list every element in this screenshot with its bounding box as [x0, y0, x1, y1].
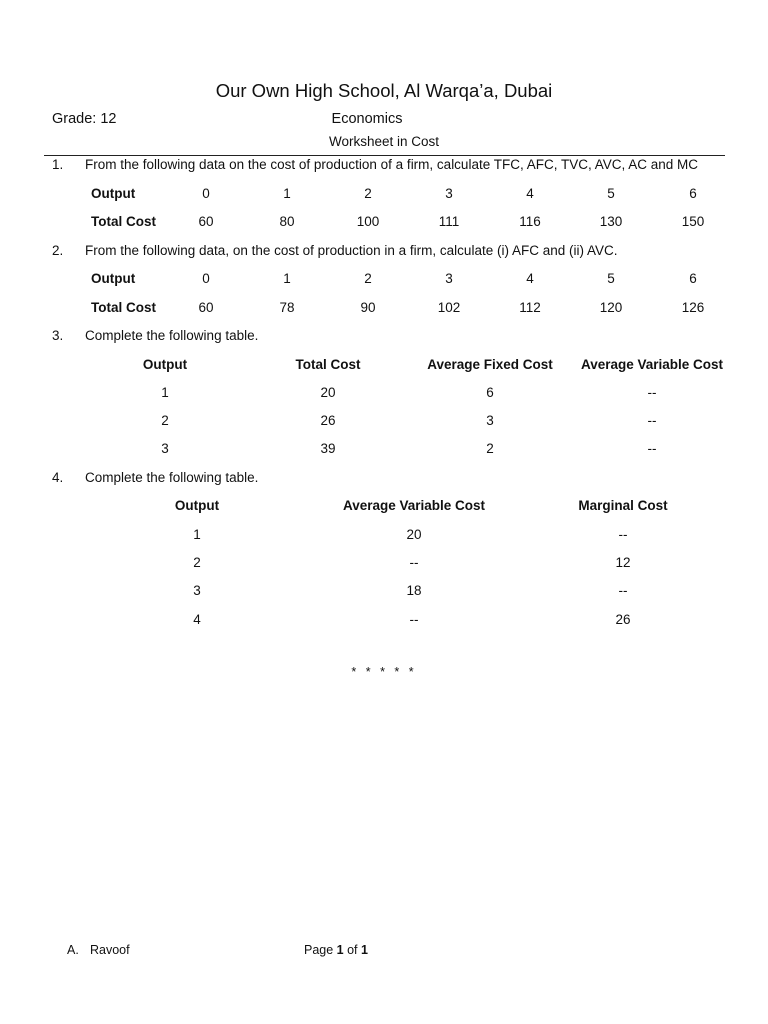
q3-cell: -- [647, 413, 657, 428]
q4-cell: 20 [406, 527, 422, 542]
q3-cell: 6 [486, 385, 494, 400]
q2-cost-cell: 112 [519, 300, 541, 315]
q4-cell: 1 [193, 527, 201, 542]
q1-number: 1. [52, 157, 64, 172]
q2-output-cell: 6 [689, 271, 697, 286]
end-of-worksheet-mark: * * * * * [351, 665, 417, 679]
q2-output-cell: 4 [526, 271, 534, 286]
q1-cost-cell: 60 [198, 214, 214, 229]
q4-cell: 18 [406, 583, 422, 598]
q4-cell: -- [618, 527, 628, 542]
q3-cell: 2 [486, 441, 494, 456]
worksheet-title: Worksheet in Cost [328, 134, 440, 149]
q3-cell: 26 [320, 413, 336, 428]
author-name: Ravoof [90, 943, 130, 957]
q2-cost-cell: 102 [437, 300, 461, 315]
q1-cost-cell: 100 [356, 214, 380, 229]
q2-cost-cell: 90 [360, 300, 376, 315]
q3-text: Complete the following table. [85, 328, 259, 343]
q2-output-cell: 3 [445, 271, 453, 286]
q3-cell: 1 [161, 385, 169, 400]
q3-cell: 3 [161, 441, 169, 456]
q4-cell: 26 [615, 612, 631, 627]
q2-cost-cell: 120 [599, 300, 623, 315]
q4-cell: 2 [193, 555, 201, 570]
page-current: 1 [336, 943, 344, 957]
q4-cell: 12 [615, 555, 631, 570]
q2-cost-cell: 78 [279, 300, 295, 315]
header-divider [44, 155, 725, 156]
q3-cell: 20 [320, 385, 336, 400]
page-of: of [343, 943, 361, 957]
grade-label: Grade: 12 [52, 111, 117, 127]
q3-cell: 39 [320, 441, 336, 456]
q1-output-cell: 0 [202, 186, 210, 201]
q4-cell: -- [618, 583, 628, 598]
q4-cell: -- [409, 555, 419, 570]
q4-cell: 3 [193, 583, 201, 598]
q1-text: From the following data on the cost of production of a firm, calculate TFC, AFC, TVC, AVC, AC and MC [85, 157, 699, 172]
page-prefix: Page [304, 943, 337, 957]
q1-cost-cell: 111 [438, 214, 460, 229]
q1-cost-cell: 116 [519, 214, 541, 229]
q2-output-cell: 1 [283, 271, 291, 286]
q4-text: Complete the following table. [85, 470, 259, 485]
q1-output-cell: 3 [445, 186, 453, 201]
author-initial: A. [67, 943, 79, 957]
q3-cell: -- [647, 385, 657, 400]
q3-cell: 3 [486, 413, 494, 428]
q2-output-cell: 2 [364, 271, 372, 286]
q4-header-output: Output [174, 498, 220, 513]
page-total: 1 [361, 943, 368, 957]
q3-number: 3. [52, 328, 64, 343]
q1-output-label: Output [91, 186, 136, 201]
q1-output-cell: 6 [689, 186, 697, 201]
q2-output-label: Output [91, 271, 136, 286]
q2-cost-cell: 126 [681, 300, 705, 315]
q4-cell: 4 [193, 612, 201, 627]
q1-cost-cell: 80 [279, 214, 295, 229]
q1-output-cell: 4 [526, 186, 534, 201]
q1-total-cost-label: Total Cost [91, 214, 156, 229]
q2-output-cell: 5 [607, 271, 615, 286]
q3-header-output: Output [142, 357, 188, 372]
subject-label: Economics [331, 111, 403, 127]
school-name: Our Own High School, Al Warqa’a, Dubai [215, 80, 553, 101]
q1-output-cell: 2 [364, 186, 372, 201]
q3-header-avc: Average Variable Cost [580, 357, 724, 372]
q2-total-cost-label: Total Cost [91, 300, 156, 315]
q4-header-mc: Marginal Cost [578, 498, 668, 513]
q4-header-avc: Average Variable Cost [342, 498, 486, 513]
q4-number: 4. [52, 470, 64, 485]
q2-cost-cell: 60 [198, 300, 214, 315]
q3-cell: -- [647, 441, 657, 456]
q1-cost-cell: 150 [681, 214, 705, 229]
q3-header-total-cost: Total Cost [295, 357, 361, 372]
q2-number: 2. [52, 243, 64, 258]
q4-cell: -- [409, 612, 419, 627]
page-number [304, 943, 368, 957]
q1-cost-cell: 130 [599, 214, 623, 229]
q1-output-cell: 5 [607, 186, 615, 201]
q3-header-afc: Average Fixed Cost [427, 357, 553, 372]
q2-output-cell: 0 [202, 271, 210, 286]
q3-cell: 2 [161, 413, 169, 428]
q1-output-cell: 1 [283, 186, 291, 201]
q2-text: From the following data, on the cost of production in a firm, calculate (i) AFC and (ii) AVC. [85, 243, 618, 258]
